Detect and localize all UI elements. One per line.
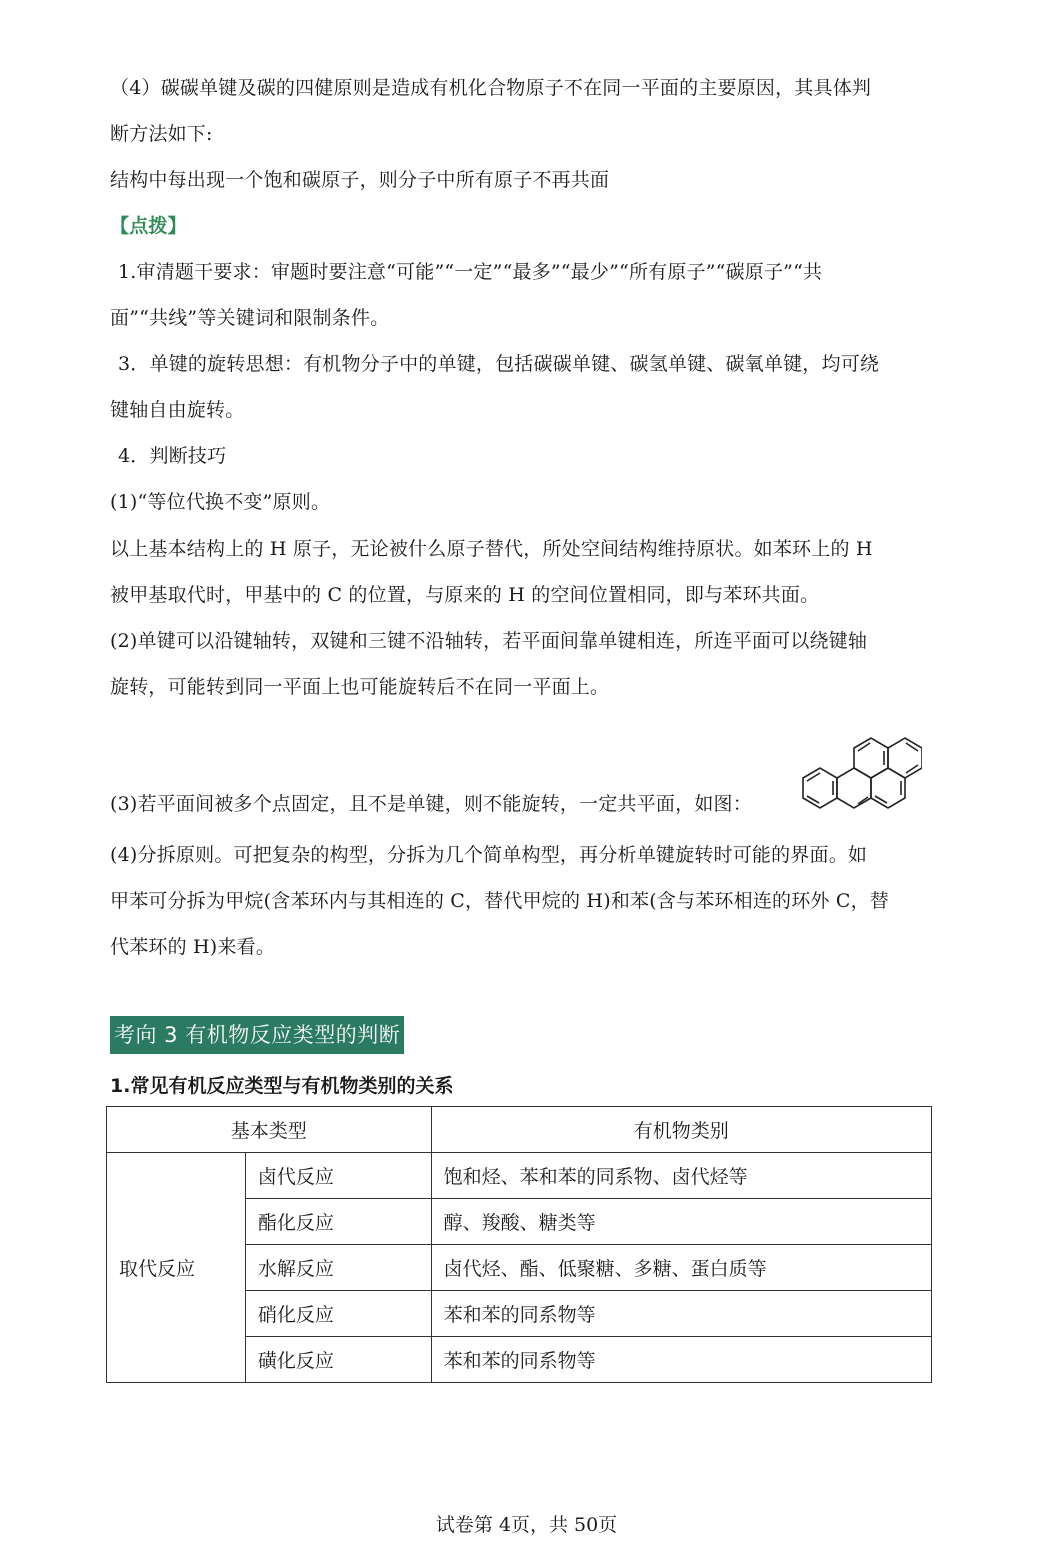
reaction-type-table (106, 1106, 932, 1383)
category-cell: 苯和苯的同系物等 (431, 1291, 931, 1337)
reaction-cell: 硝化反应 (245, 1291, 431, 1337)
header-basic-type: 基本类型 (107, 1107, 432, 1153)
ring-d (854, 738, 888, 778)
tip-1-line-1: 1.审清题干要求：审题时要注意“可能”“一定”“最多”“最少”“所有原子”“碳原子”“共 (118, 261, 823, 283)
reaction-cell: 酯化反应 (245, 1199, 431, 1245)
category-cell: 苯和苯的同系物等 (431, 1337, 931, 1383)
technique-4-line-2: 甲苯可分拆为甲烷(含苯环内与其相连的 C，替代甲烷的 H)和苯(含与苯环相连的环外 C，替 (110, 890, 890, 912)
category-cell: 饱和烃、苯和苯的同系物、卤代烃等 (431, 1153, 931, 1199)
table-header-row (107, 1107, 932, 1153)
ring-c (871, 768, 905, 808)
para-4-line-1: （4）碳碳单键及碳的四健原则是造成有机化合物原子不在同一平面的主要原因，其具体判 (110, 77, 872, 99)
category-cell: 醇、羧酸、糖类等 (431, 1199, 931, 1245)
header-organic-category: 有机物类别 (431, 1107, 931, 1153)
technique-3: (3)若平面间被多个点固定，且不是单键，则不能旋转，一定共平面，如图： (110, 793, 752, 815)
para-4-line-2: 断方法如下: (110, 123, 213, 145)
ring-b (837, 768, 871, 808)
saturated-carbon-rule: 结构中每出现一个饱和碳原子，则分子中所有原子不再共面 (110, 169, 610, 191)
substitution-group-cell: 取代反应 (107, 1153, 246, 1383)
section-title-kaoxiang-3: 考向 3 有机物反应类型的判断 (110, 1016, 404, 1054)
ring-e (888, 738, 922, 778)
tip-1-line-2: 面”“共线”等关键词和限制条件。 (110, 307, 390, 329)
technique-4-line-1: (4)分拆原则。可把复杂的构型，分拆为几个简单构型，再分析单键旋转时可能的界面。如 (110, 844, 868, 866)
reaction-cell: 水解反应 (245, 1245, 431, 1291)
technique-1-line-1: 以上基本结构上的 H 原子，无论被什么原子替代，所处空间结构维持原状。如苯环上的 H (110, 538, 873, 560)
category-cell: 卤代烃、酯、低聚糖、多糖、蛋白质等 (431, 1245, 931, 1291)
tip-3-line-2: 键轴自由旋转。 (110, 399, 245, 421)
page-footer: 试卷第 4页，共 50页 (435, 1514, 618, 1536)
reaction-cell: 磺化反应 (245, 1337, 431, 1383)
technique-2-line-2: 旋转，可能转到同一平面上也可能旋转后不在同一平面上。 (110, 676, 610, 698)
tip-4-heading: 4．判断技巧 (118, 445, 227, 467)
tip-3-line-1: 3．单键的旋转思想：有机物分子中的单键，包括碳碳单键、碳氢单键、碳氧单键，均可绕 (118, 353, 880, 375)
dianbo-heading: 【点拨】 (110, 215, 187, 237)
reaction-cell: 卤代反应 (245, 1153, 431, 1199)
table-row (107, 1153, 932, 1199)
technique-2-line-1: (2)单键可以沿键轴转，双键和三键不沿轴转，若平面间靠单键相连，所连平面可以绕键轴 (110, 630, 868, 652)
technique-1: (1)“等位代换不变”原则。 (110, 491, 331, 513)
technique-1-line-2: 被甲基取代时，甲基中的 C 的位置，与原来的 H 的空间位置相同，即与苯环共面。 (110, 584, 820, 606)
technique-4-line-3: 代苯环的 H)来看。 (110, 936, 276, 958)
table-subtitle: 1.常见有机反应类型与有机物类别的关系 (110, 1075, 454, 1097)
ring-a (803, 768, 837, 808)
fused-ring-molecule-image (798, 720, 922, 812)
